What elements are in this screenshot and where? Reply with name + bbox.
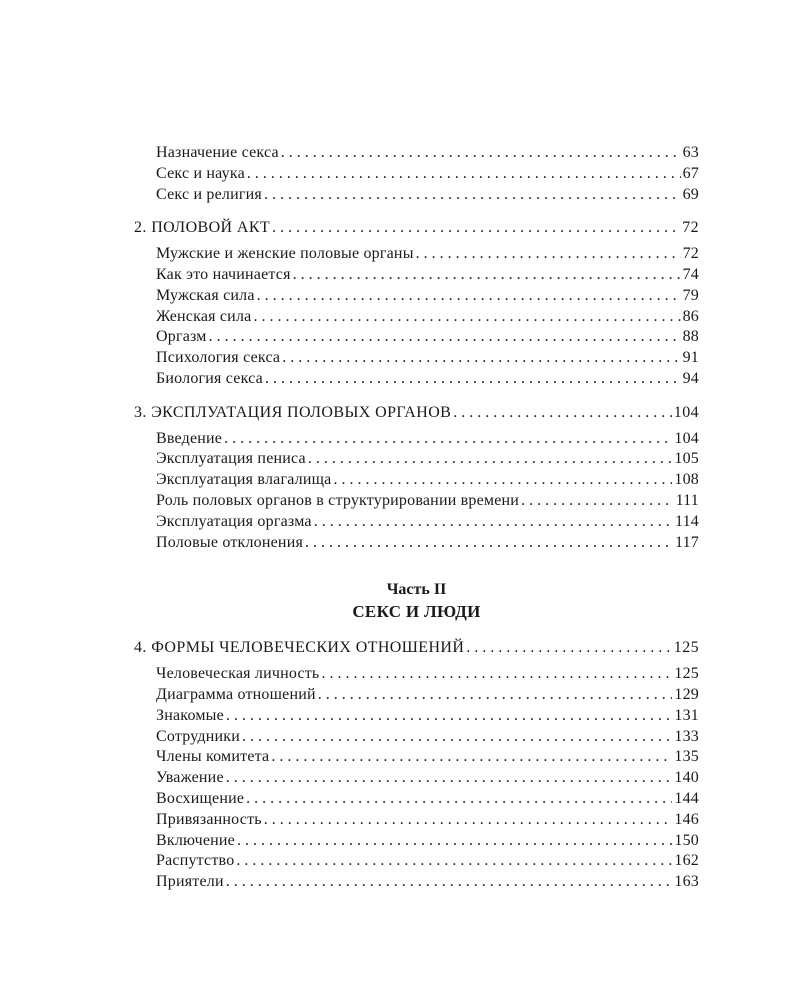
toc-entry-title: Мужские и женские половые органы [156, 245, 414, 263]
toc-entry-page: 135 [674, 748, 699, 766]
toc-chapter-page: 72 [682, 219, 699, 237]
toc-entry [134, 143, 699, 164]
toc-entry-page: 163 [674, 873, 699, 891]
toc-entry [134, 747, 699, 768]
toc-entry [134, 491, 699, 512]
toc-entry-page: 63 [682, 144, 699, 161]
dot-leader [314, 512, 673, 533]
toc-entry [134, 286, 699, 307]
dot-leader [209, 327, 681, 348]
toc-entry [134, 727, 699, 748]
toc-entry-page: 86 [682, 307, 699, 325]
toc-entry-page: 144 [674, 789, 699, 807]
dot-leader [264, 810, 673, 831]
toc-entry-page: 91 [682, 349, 699, 367]
dot-leader [226, 768, 673, 789]
toc-entry-page: 74 [682, 265, 699, 283]
toc-entry [134, 533, 699, 554]
toc-entry-title: Секс и наука [156, 164, 245, 182]
dot-leader [293, 265, 681, 286]
toc-entry [134, 348, 699, 369]
dot-leader [236, 851, 672, 872]
toc-entry-page: 133 [674, 727, 699, 745]
toc-entry [134, 327, 699, 348]
toc-entry-title: Роль половых органов в структурировании времени [156, 491, 520, 509]
toc-entry-title: Эксплуатация пениса [156, 450, 306, 468]
toc-entry [134, 512, 699, 533]
toc-entry-page: 79 [682, 286, 699, 304]
dot-leader [272, 218, 680, 239]
dot-leader [247, 164, 681, 185]
toc-entry [134, 369, 699, 390]
toc-entry-page: 129 [674, 685, 699, 703]
dot-leader [224, 429, 672, 450]
toc-entry-title: Члены комитета [156, 748, 270, 766]
dot-leader [416, 244, 681, 265]
toc-entry [134, 664, 699, 685]
toc-entry-title: Уважение [156, 769, 224, 787]
toc-chapter [134, 638, 699, 659]
toc-entry-title: Как это начинается [156, 265, 291, 283]
toc-chapter-title: 2. ПОЛОВОЙ АКТ [134, 219, 271, 237]
toc-entry-page: 131 [674, 706, 699, 724]
dot-leader [321, 664, 672, 685]
toc-entry-page: 117 [674, 533, 699, 551]
toc-entry-page: 125 [674, 665, 699, 683]
toc-entry [134, 244, 699, 265]
toc-entry [134, 768, 699, 789]
toc-entry-page: 114 [674, 512, 699, 530]
toc-entry-page: 108 [674, 471, 699, 489]
toc-entry [134, 429, 699, 450]
dot-leader [453, 403, 672, 424]
toc-entry-page: 94 [682, 369, 699, 387]
toc-entry [134, 789, 699, 810]
dot-leader [257, 286, 681, 307]
toc-chapter [134, 403, 699, 424]
toc-entry-title: Сотрудники [156, 727, 241, 745]
toc-entry [134, 449, 699, 470]
toc-entry-page: 67 [682, 164, 699, 182]
dot-leader [271, 747, 672, 768]
dot-leader [318, 685, 673, 706]
dot-leader [305, 533, 673, 554]
toc-entry [134, 831, 699, 852]
toc-entry-title: Восхищение [156, 789, 245, 807]
toc-entry-page: 150 [674, 831, 699, 849]
toc-entry-title: Человеческая личность [156, 665, 320, 683]
dot-leader [282, 348, 680, 369]
toc-entry [134, 265, 699, 286]
toc-entry-page: 140 [674, 769, 699, 787]
part-title: СЕКС И ЛЮДИ [352, 602, 481, 622]
dot-leader [246, 789, 672, 810]
toc-entry-page: 111 [675, 491, 699, 509]
toc-entry-title: Секс и религия [156, 185, 262, 203]
toc-entry [134, 872, 699, 893]
dot-leader [308, 449, 673, 470]
toc-entry-page: 162 [674, 852, 699, 870]
toc-entry-title: Эксплуатация оргазма [156, 512, 312, 530]
toc-entry-title: Включение [156, 831, 235, 849]
dot-leader [226, 872, 673, 893]
toc-entry-title: Привязанность [156, 810, 262, 828]
part-heading [134, 579, 699, 624]
toc-chapter-page: 104 [673, 403, 699, 421]
dot-leader [466, 638, 671, 659]
dot-leader [226, 706, 672, 727]
toc-entry-page: 69 [682, 185, 699, 203]
toc-entry-title: Распутство [156, 852, 235, 870]
toc-entry [134, 685, 699, 706]
part-label: Часть II [386, 581, 447, 599]
toc-entry [134, 470, 699, 491]
dot-leader [237, 831, 672, 852]
dot-leader [253, 307, 680, 328]
toc-entry-title: Биология секса [156, 369, 263, 387]
toc-entry [134, 164, 699, 185]
toc-entry [134, 307, 699, 328]
toc-chapter-page: 125 [673, 639, 699, 657]
table-of-contents [134, 143, 699, 893]
toc-entry-title: Назначение секса [156, 144, 279, 161]
toc-entry [134, 706, 699, 727]
toc-chapter-title: 3. ЭКСПЛУАТАЦИЯ ПОЛОВЫХ ОРГАНОВ [134, 403, 452, 421]
toc-entry-title: Оргазм [156, 328, 207, 346]
dot-leader [264, 185, 681, 206]
toc-entry-title: Диаграмма отношений [156, 685, 316, 703]
toc-entry-title: Мужская сила [156, 286, 255, 304]
toc-entry-title: Половые отклонения [156, 533, 304, 551]
toc-entry [134, 185, 699, 206]
dot-leader [281, 143, 681, 164]
toc-entry-page: 105 [674, 450, 699, 468]
toc-entry-title: Введение [156, 429, 223, 447]
toc-entry [134, 810, 699, 831]
dot-leader [265, 369, 681, 390]
toc-entry [134, 851, 699, 872]
toc-entry-title: Приятели [156, 873, 224, 891]
dot-leader [521, 491, 674, 512]
toc-entry-title: Знакомые [156, 706, 224, 724]
toc-entry-title: Психология секса [156, 349, 281, 367]
dot-leader [242, 727, 672, 748]
toc-entry-page: 146 [674, 810, 699, 828]
toc-entry-page: 72 [682, 245, 699, 263]
toc-entry-title: Эксплуатация влагалища [156, 471, 332, 489]
dot-leader [333, 470, 672, 491]
toc-chapter-title: 4. ФОРМЫ ЧЕЛОВЕЧЕСКИХ ОТНОШЕНИЙ [134, 639, 465, 657]
toc-entry-page: 88 [682, 328, 699, 346]
toc-entry-title: Женская сила [156, 307, 252, 325]
toc-chapter [134, 218, 699, 239]
toc-entry-page: 104 [674, 429, 699, 447]
